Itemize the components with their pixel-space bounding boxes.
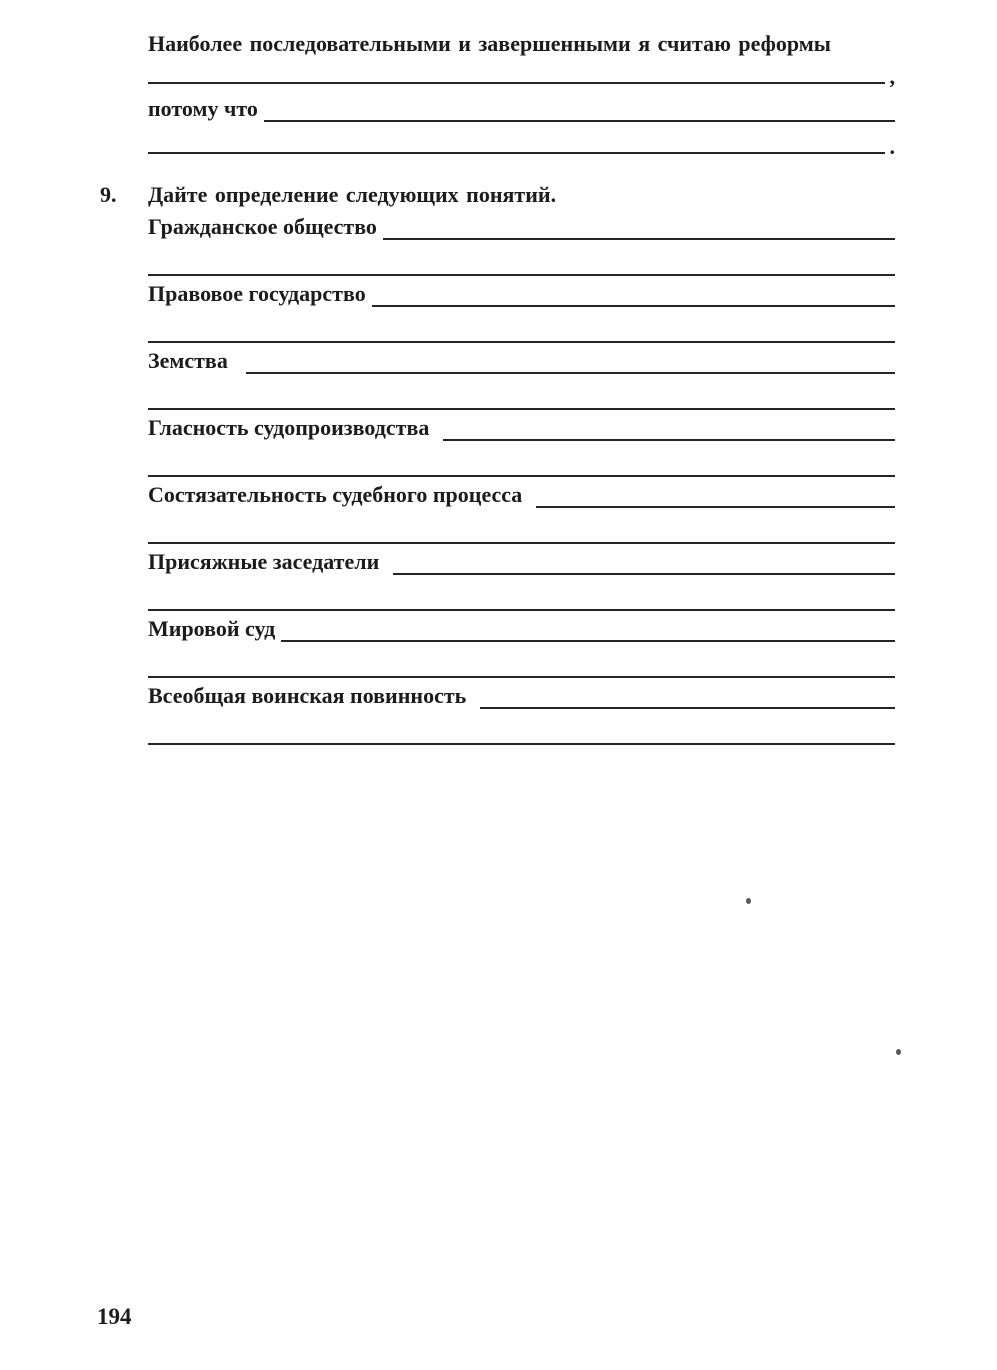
term-label: Присяжные заседатели (148, 549, 380, 574)
term-row (148, 413, 895, 441)
closing-period: . (889, 134, 895, 159)
term-label: Всеобщая воинская повинность (148, 683, 467, 708)
question-prompt: Дайте определение следующих понятий. (148, 182, 557, 207)
continuation-row (148, 396, 895, 410)
continuation-row (148, 262, 895, 276)
continuation-row (148, 329, 895, 343)
page-number: 194 (97, 1304, 132, 1329)
term-row (148, 279, 895, 307)
intro-sentence: Наиболее последовательными и завершенными я считаю реформы (148, 31, 831, 56)
continuation-line (148, 731, 895, 745)
term-row (148, 614, 895, 642)
term-label: Гласность судопроизводства (148, 415, 430, 440)
continuation-line (148, 664, 895, 678)
continuation-row (148, 597, 895, 611)
continuation-row (148, 731, 895, 745)
trailing-comma: , (889, 64, 895, 89)
term-label: Гражданское общество (148, 214, 377, 239)
term-row (148, 212, 895, 240)
term-answer-line (372, 279, 895, 307)
continuation-line (148, 463, 895, 477)
term-label: Правовое государство (148, 281, 366, 306)
continuation-line (148, 262, 895, 276)
answer-line (264, 94, 895, 122)
term-label: Земства (148, 348, 228, 373)
intro-answer-row-2 (148, 128, 895, 159)
continuation-line (148, 396, 895, 410)
answer-line (148, 58, 885, 84)
term-label: Состязательность судебного процесса (148, 482, 523, 507)
continuation-line (148, 597, 895, 611)
continuation-row (148, 463, 895, 477)
answer-line (148, 128, 885, 154)
ink-speck (746, 898, 751, 904)
term-answer-line (281, 614, 895, 642)
intro-answer-row-1 (148, 58, 895, 89)
continuation-row (148, 530, 895, 544)
term-row (148, 480, 895, 508)
continuation-line (148, 530, 895, 544)
term-answer-line (480, 681, 895, 709)
term-answer-line (383, 212, 895, 240)
term-answer-line (246, 346, 895, 374)
ink-speck (896, 1049, 901, 1055)
continuation-line (148, 329, 895, 343)
term-answer-line (536, 480, 895, 508)
term-row (148, 346, 895, 374)
because-row (148, 94, 895, 122)
question-number: 9. (100, 182, 117, 207)
because-label: потому что (148, 96, 258, 121)
continuation-row (148, 664, 895, 678)
term-row (148, 681, 895, 709)
term-label: Мировой суд (148, 616, 276, 641)
term-answer-line (443, 413, 895, 441)
term-row (148, 547, 895, 575)
term-answer-line (393, 547, 895, 575)
